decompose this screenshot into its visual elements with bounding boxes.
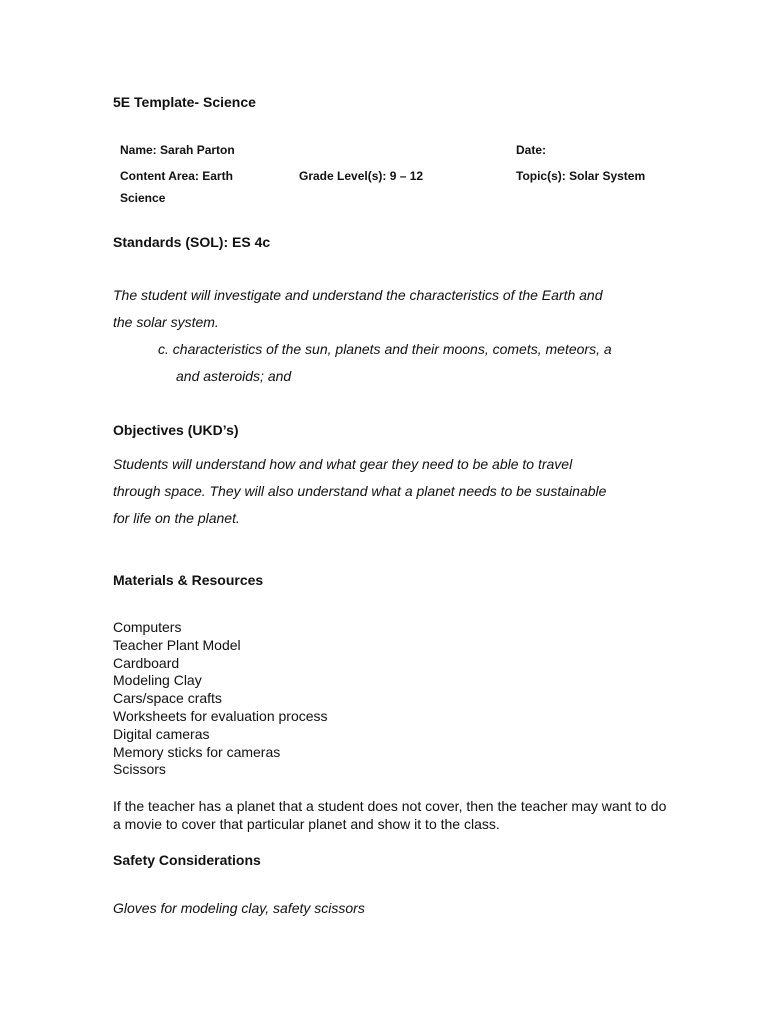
topic-field: Topic(s): Solar System <box>516 169 646 183</box>
grade-level-field: Grade Level(s): 9 – 12 <box>299 169 424 183</box>
list-item: Computers <box>113 619 182 635</box>
list-item: Modeling Clay <box>113 672 202 689</box>
date-field: Date: <box>516 143 547 157</box>
objectives-text-line: for life on the planet. <box>113 510 240 526</box>
list-item: Scissors <box>113 761 166 778</box>
standards-text-line: the solar system. <box>113 314 219 330</box>
list-item: Teacher Plant Model <box>113 636 241 653</box>
list-item: Digital cameras <box>113 725 210 742</box>
standards-text-line: The student will investigate and understand the characteristics of the Earth and <box>113 287 603 303</box>
materials-list <box>113 619 328 779</box>
safety-text: Gloves for modeling clay, safety scissors <box>113 900 365 916</box>
standards-item-line: and asteroids; and <box>176 368 292 384</box>
objectives-heading: Objectives (UKD’s) <box>113 422 239 438</box>
list-item: Memory sticks for cameras <box>113 743 281 760</box>
standards-item-line: c. characteristics of the sun, planets and their moons, comets, meteors, a <box>158 341 612 357</box>
safety-heading: Safety Considerations <box>113 852 261 868</box>
objectives-text-line: Students will understand how and what gear they need to be able to travel <box>113 456 573 472</box>
document-title: 5E Template- Science <box>113 94 256 110</box>
name-field: Name: Sarah Parton <box>120 143 235 157</box>
content-area-field: Content Area: Earth <box>120 169 233 183</box>
list-item: Cars/space crafts <box>113 690 222 707</box>
materials-heading: Materials & Resources <box>113 572 264 588</box>
standards-heading: Standards (SOL): ES 4c <box>113 234 271 250</box>
materials-note: If the teacher has a planet that a student does not cover, then the teacher may want to do a movie to cover that particular planet and show it to the class. <box>113 798 667 832</box>
objectives-text-line: through space. They will also understand what a planet needs to be sustainable <box>113 483 607 499</box>
list-item: Cardboard <box>113 654 180 671</box>
content-area-field-cont: Science <box>120 191 166 205</box>
list-item: Worksheets for evaluation process <box>113 707 328 724</box>
